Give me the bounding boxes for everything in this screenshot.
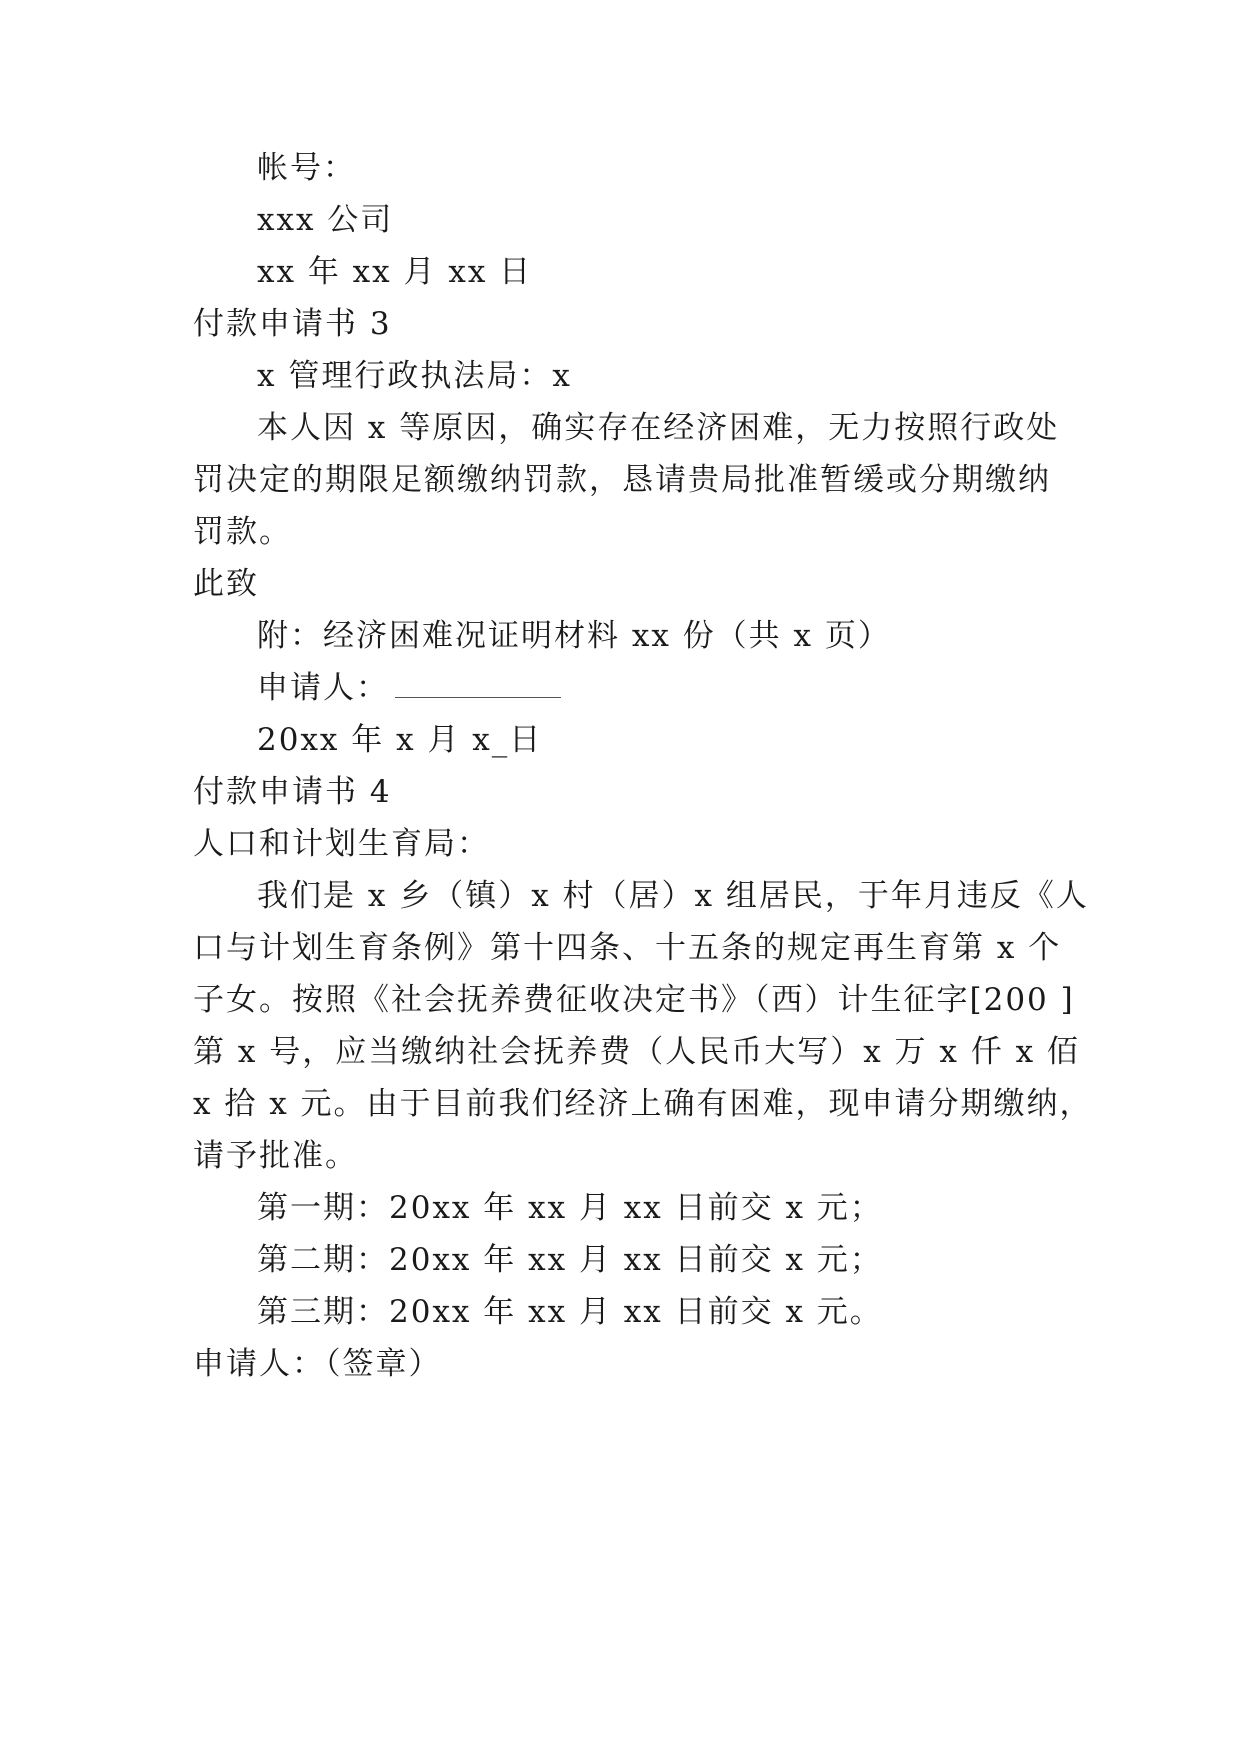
body-paragraph-line: 本人因 x 等原因，确实存在经济困难，无力按照行政处	[257, 410, 1060, 446]
date-line: xx 年 xx 月 xx 日	[257, 254, 533, 290]
body-paragraph-line: 我们是 x 乡（镇）x 村（居）x 组居民，于年月违反《人	[257, 878, 1089, 914]
installment-1: 第一期：20xx 年 xx 月 xx 日前交 x 元；	[257, 1190, 883, 1226]
closing-salutation: 此致	[193, 566, 259, 602]
section-heading-3: 付款申请书 3	[193, 306, 392, 342]
company-name: xxx 公司	[257, 202, 394, 238]
attachment-note: 附：经济困难况证明材料 xx 份（共 x 页）	[257, 618, 891, 654]
body-paragraph-line: 第 x 号，应当缴纳社会抚养费（人民币大写）x 万 x 仟 x 佰	[193, 1034, 1080, 1070]
body-paragraph-line: 子女。按照《社会抚养费征收决定书》（西）计生征字[200 ]	[193, 982, 1075, 1018]
date-line: 20xx 年 x 月 x_日	[257, 722, 543, 758]
body-paragraph-line: x 拾 x 元。由于目前我们经济上确有困难，现申请分期缴纳，	[193, 1086, 1093, 1122]
body-paragraph-line: 口与计划生育条例》第十四条、十五条的规定再生育第 x 个	[193, 930, 1062, 966]
applicant-signature-line	[257, 668, 561, 708]
section-heading-4: 付款申请书 4	[193, 774, 392, 810]
body-paragraph-line: 请予批准。	[193, 1138, 358, 1174]
addressee-line: 人口和计划生育局：	[193, 826, 490, 862]
body-paragraph-line: 罚决定的期限足额缴纳罚款，恳请贵局批准暂缓或分期缴纳	[193, 462, 1051, 498]
applicant-label: 申请人：	[257, 670, 389, 706]
installment-2: 第二期：20xx 年 xx 月 xx 日前交 x 元；	[257, 1242, 883, 1278]
applicant-seal-line: 申请人：（签章）	[193, 1346, 442, 1382]
signature-blank	[395, 671, 561, 698]
body-paragraph-line: 罚款。	[193, 514, 292, 550]
addressee-line: x 管理行政执法局：x	[257, 358, 572, 394]
installment-3: 第三期：20xx 年 xx 月 xx 日前交 x 元。	[257, 1294, 883, 1330]
account-label: 帐号：	[257, 150, 356, 186]
